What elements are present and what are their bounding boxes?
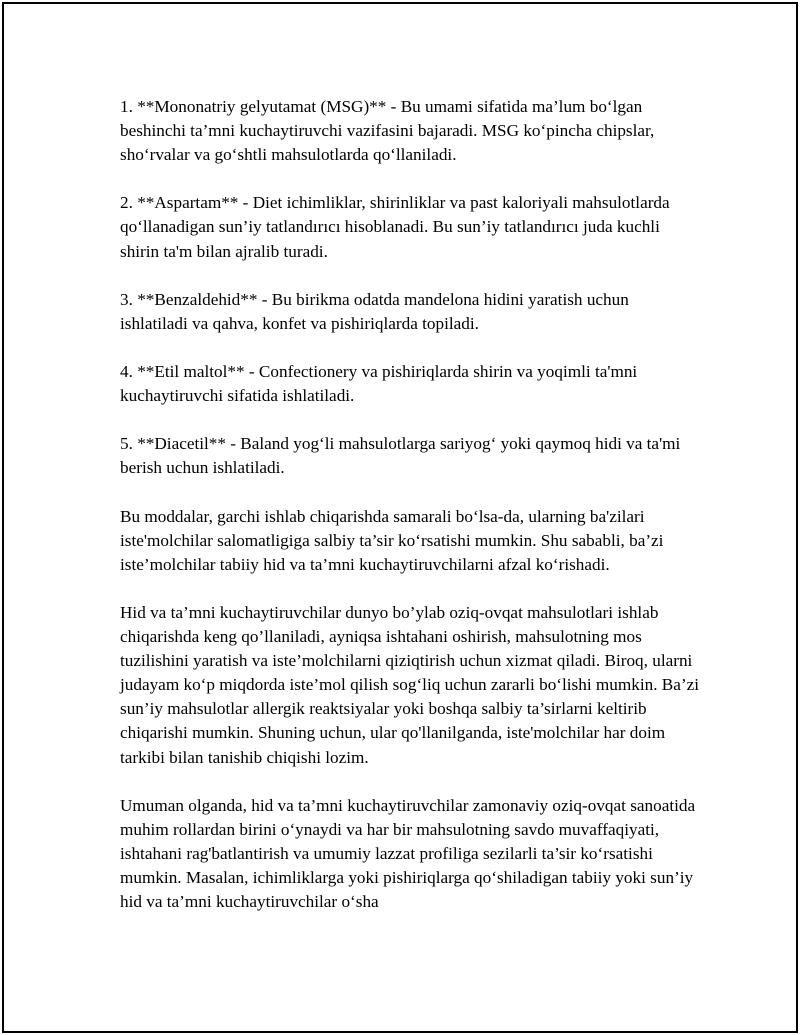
document-page: [2, 2, 798, 1033]
list-item-diacetil: 5. **Diacetil** - Baland yog‘li mahsulotlarga sariyog‘ yoki qaymoq hidi va ta'mi berish uchun ishlatiladi.: [120, 434, 681, 478]
list-item-etil-maltol: 4. **Etil maltol** - Confectionery va pishiriqlarda shirin va yoqimli ta'mni kuchaytiruvchi sifatida ishlatiladi.: [120, 362, 638, 406]
list-item-benzaldehid: 3. **Benzaldehid** - Bu birikma odatda mandelona hidini yaratish uchun ishlatiladi va qahva, konfet va pishiriqlarda topiladi.: [120, 289, 629, 333]
paragraph-health-effects: Bu moddalar, garchi ishlab chiqarishda samarali bo‘lsa-da, ularning ba'zilari iste'molchilar salomatligiga salbiy ta’sir ko‘rsatishi mumkin. Shu sababli, ba’zi iste’molchilar tabiiy hid va ta’mni kuchaytiruvchilarni afzal ko‘rishadi.: [120, 506, 664, 574]
paragraph-conclusion: Umuman olganda, hid va ta’mni kuchaytiruvchilar zamonaviy oziq-ovqat sanoatida muhim rollardan birini o‘ynaydi va har bir mahsulotning savdo muvaffaqiyati, ishtahani rag'batlantirish va umumiy lazzat profiliga sezilarli ta’sir ko‘rsatishi mumkin. Masalan, ichimliklarga yoki pishiriqlarga qo‘shiladigan tabiiy yoki sun’iy hid va ta’mni kuchaytiruvchilar o‘sha: [120, 795, 696, 912]
document-body: [120, 95, 700, 914]
list-item-msg: 1. **Mononatriy gelyutamat (MSG)** - Bu umami sifatida ma’lum bo‘lgan beshinchi ta’mni kuchaytiruvchi vazifasini bajaradi. MSG ko‘pincha chipslar, sho‘rvalar va go‘shtli mahsulotlarda qo‘llaniladi.: [120, 97, 655, 165]
list-item-aspartam: 2. **Aspartam** - Diet ichimliklar, shirinliklar va past kaloriyali mahsulotlarda qo‘llanadigan sun’iy tatlandırıcı hisoblanadi. Bu sun’iy tatlandırıcı juda kuchli shirin ta'm bilan ajralib turadi.: [120, 193, 670, 261]
paragraph-usage-overview: Hid va ta’mni kuchaytiruvchilar dunyo bo’ylab oziq-ovqat mahsulotlari ishlab chiqarishda keng qo’llaniladi, ayniqsa ishtahani oshirish, mahsulotning mos tuzilishini yaratish va iste’molchilarni qiziqtirish uchun xizmat qiladi. Biroq, ularni judayam ko‘p miqdorda iste’mol qilish sog‘liq uchun zararli bo‘lishi mumkin. Ba’zi sun’iy mahsulotlar allergik reaktsiyalar yoki boshqa salbiy ta’sirlarni keltirib chiqarishi mumkin. Shuning uchun, ular qo'llanilganda, iste'molchilar har doim tarkibi bilan tanishib chiqishi lozim.: [120, 602, 700, 767]
